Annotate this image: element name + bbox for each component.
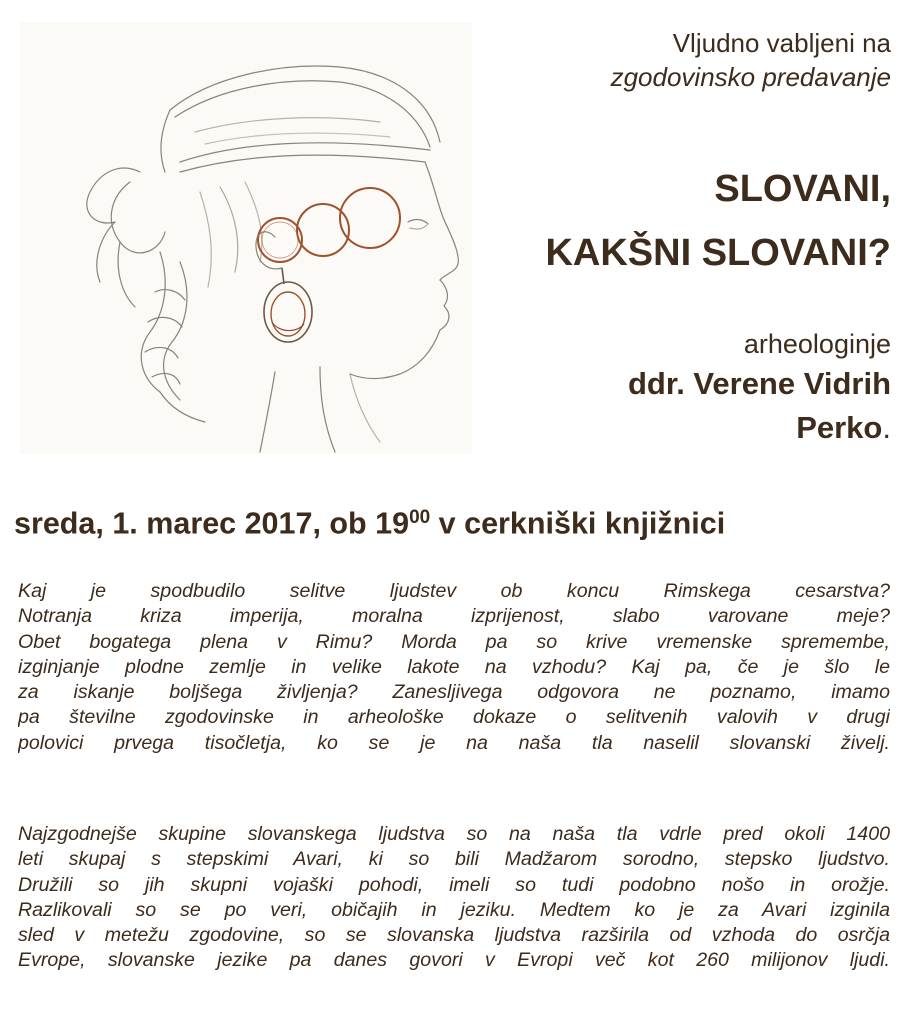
lecture-type-line: zgodovinsko predavanje — [610, 62, 891, 92]
paragraph-line: leti skupaj s stepskimi Avari, ki so bili Madžarom sorodno, stepsko ljudstvo. — [18, 848, 890, 871]
invitation-line: Vljudno vabljeni na — [672, 28, 891, 58]
event-location: v cerkniški knjižnici — [430, 506, 726, 541]
event-time-minutes: 00 — [409, 507, 431, 528]
paragraph-2 — [18, 822, 890, 974]
paragraph-line: za iskanje boljšega življenja? Zanesljivega odgovora ne poznamo, imamo — [18, 681, 890, 704]
paragraph-line: Razlikovali so se po veri, običajih in jeziku. Medtem ko je za Avari izginila — [18, 898, 890, 921]
portrait-sketch-illustration — [20, 22, 472, 454]
title-line-1: SLOVANI, — [714, 168, 891, 210]
lecturer-name-period: . — [882, 410, 891, 445]
paragraph-line: Notranja kriza imperija, moralna izprijenost, slabo varovane meje? — [18, 605, 890, 628]
lecturer-name-line-1: ddr. Verene Vidrih — [627, 366, 891, 401]
invitation-header — [491, 26, 891, 94]
event-date: sreda, 1. marec 2017, ob 19 — [14, 506, 410, 541]
portrait-sketch-svg — [20, 22, 472, 454]
paragraph-line: Kaj je spodbudilo selitve ljudstev ob koncu Rimskega cesarstva? — [18, 580, 890, 602]
paragraph-line: sled v metežu zgodovine, so se slovanska ljudstva razširila od vzhoda do osrčja — [18, 924, 890, 947]
paragraph-1 — [18, 579, 890, 756]
lecturer-block — [491, 326, 891, 450]
paragraph-line: pa številne zgodovinske in arheološke dokaze o selitvenih valovih v drugi — [18, 706, 890, 729]
paragraph-line: Obet bogatega plena v Rimu? Morda pa so krive vremenske spremembe, — [18, 630, 890, 653]
lecturer-surname: Perko — [796, 410, 883, 445]
lecture-title — [451, 157, 891, 285]
event-date-location — [14, 498, 904, 543]
lecturer-name-line-2 — [491, 406, 891, 450]
paragraph-line: izginjanje plodne zemlje in velike lakote na vzhodu? Kaj pa, če je šlo le — [18, 655, 890, 678]
title-line-2: KAKŠNI SLOVANI? — [545, 232, 891, 274]
paragraph-line: Družili so jih skupni vojaški pohodi, imeli so tudi podobno nošo in orožje. — [18, 873, 890, 896]
paragraph-line: Najzgodnejše skupine slovanskega ljudstva so na naša tla vdrle pred okoli 1400 — [18, 823, 890, 845]
paragraph-line: Evrope, slovanske jezike pa danes govori v Evropi več kot 260 milijonov ljudi. — [18, 949, 890, 972]
paragraph-line: polovici prvega tisočletja, ko se je na naša tla naselil slovanski živelj. — [18, 731, 890, 754]
lecturer-role: arheologinje — [743, 329, 891, 359]
